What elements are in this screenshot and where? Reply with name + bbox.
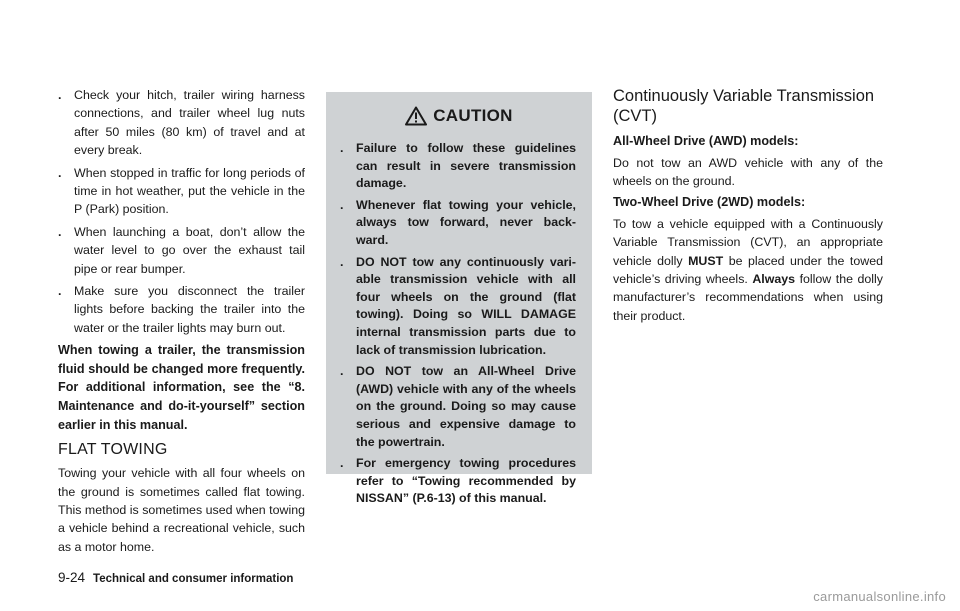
caution-item <box>340 140 576 193</box>
right-column <box>613 86 883 327</box>
page-footer <box>58 570 293 585</box>
list-item-text: Check your hitch, trailer wiring harness connections, and trailer wheel lug nuts after 50 miles (80 km) of travel and at every break. <box>74 88 305 158</box>
list-item <box>58 86 305 160</box>
footer-title: Technical and consumer information <box>93 573 294 585</box>
bullet-marker: . <box>340 254 344 269</box>
bullet-marker: . <box>340 197 344 212</box>
twd-text <box>613 215 883 325</box>
caution-item-text: DO NOT tow any continuously vari-able transmission vehicle with all four wheels on the ground (flat towing). Doing so WILL DAMAGE internal transmission parts due to lack of transmission lubrication. <box>356 254 576 357</box>
left-column <box>58 86 305 558</box>
list-item-text: When stopped in traffic for long periods of time in hot weather, put the vehicle in the P (Park) position. <box>74 165 305 217</box>
warning-triangle-icon <box>405 106 427 126</box>
twd-text-part: follow the dolly manufacturer’s recommendations when using their product. <box>613 272 883 323</box>
caution-item <box>340 363 576 451</box>
twd-text-part: To tow a vehicle equipped with a Continuously Variable Transmission (CVT), an appropriate vehicle dolly <box>613 216 883 268</box>
caution-item <box>340 197 576 250</box>
caution-item-text: For emergency towing procedures refer to “Towing recommended by NISSAN” (P.6-13) of this manual. <box>356 456 576 506</box>
tips-list <box>58 86 305 337</box>
awd-heading: All-Wheel Drive (AWD) models: <box>613 134 799 148</box>
cvt-heading: Continuously Variable Transmission (CVT) <box>613 87 875 125</box>
list-item-text: When launching a boat, don’t allow the water level to go over the exhaust tail pipe or rear bumper. <box>74 224 305 276</box>
twd-text-part: be placed under the towed vehicle’s driving wheels. <box>613 253 883 287</box>
list-item <box>58 164 305 219</box>
list-item <box>58 282 305 337</box>
bullet-marker: . <box>340 456 344 471</box>
bullet-marker: . <box>58 88 62 102</box>
caution-item-text: Failure to follow these guidelines can result in severe transmission damage. <box>356 141 576 191</box>
transmission-fluid-note: When towing a trailer, the transmission fluid should be changed more frequently. For additional information, see the “8. Maintenance and do-it-yourself” section earlier in this manual. <box>58 343 305 432</box>
flat-towing-heading: FLAT TOWING <box>58 441 168 459</box>
caution-item-text: DO NOT tow an All-Wheel Drive (AWD) vehicle with any of the wheels on the ground. Doing so may cause serious and expensive damage to the powertrain. <box>356 364 576 449</box>
caution-header <box>326 104 592 128</box>
bullet-marker: . <box>340 141 344 155</box>
awd-text: Do not tow an AWD vehicle with any of the wheels on the ground. <box>613 156 883 189</box>
caution-list <box>326 140 592 508</box>
list-item-text: Make sure you disconnect the trailer lights before backing the trailer into the water or the trailer lights may burn out. <box>74 284 305 335</box>
bullet-marker: . <box>340 364 344 379</box>
flat-towing-text: Towing your vehicle with all four wheels on the ground is sometimes called flat towing. This method is sometimes used when towing a vehicle behind a recreational vehicle, such as a motor home. <box>58 466 305 554</box>
caution-item-text: Whenever flat towing your vehicle, always tow forward, never back-ward. <box>356 197 576 247</box>
caution-item <box>340 254 576 360</box>
caution-box <box>326 92 592 506</box>
twd-always: Always <box>752 272 796 287</box>
twd-heading: Two-Wheel Drive (2WD) models: <box>613 194 806 209</box>
bullet-marker: . <box>58 284 62 299</box>
watermark: carmanualsonline.info <box>813 589 946 604</box>
list-item <box>58 223 305 278</box>
twd-must: MUST <box>688 253 724 268</box>
page-number: 9-24 <box>58 570 86 585</box>
bullet-marker: . <box>58 224 62 239</box>
bullet-marker: . <box>58 165 62 180</box>
caution-item <box>340 455 576 508</box>
caution-title: CAUTION <box>433 106 513 125</box>
